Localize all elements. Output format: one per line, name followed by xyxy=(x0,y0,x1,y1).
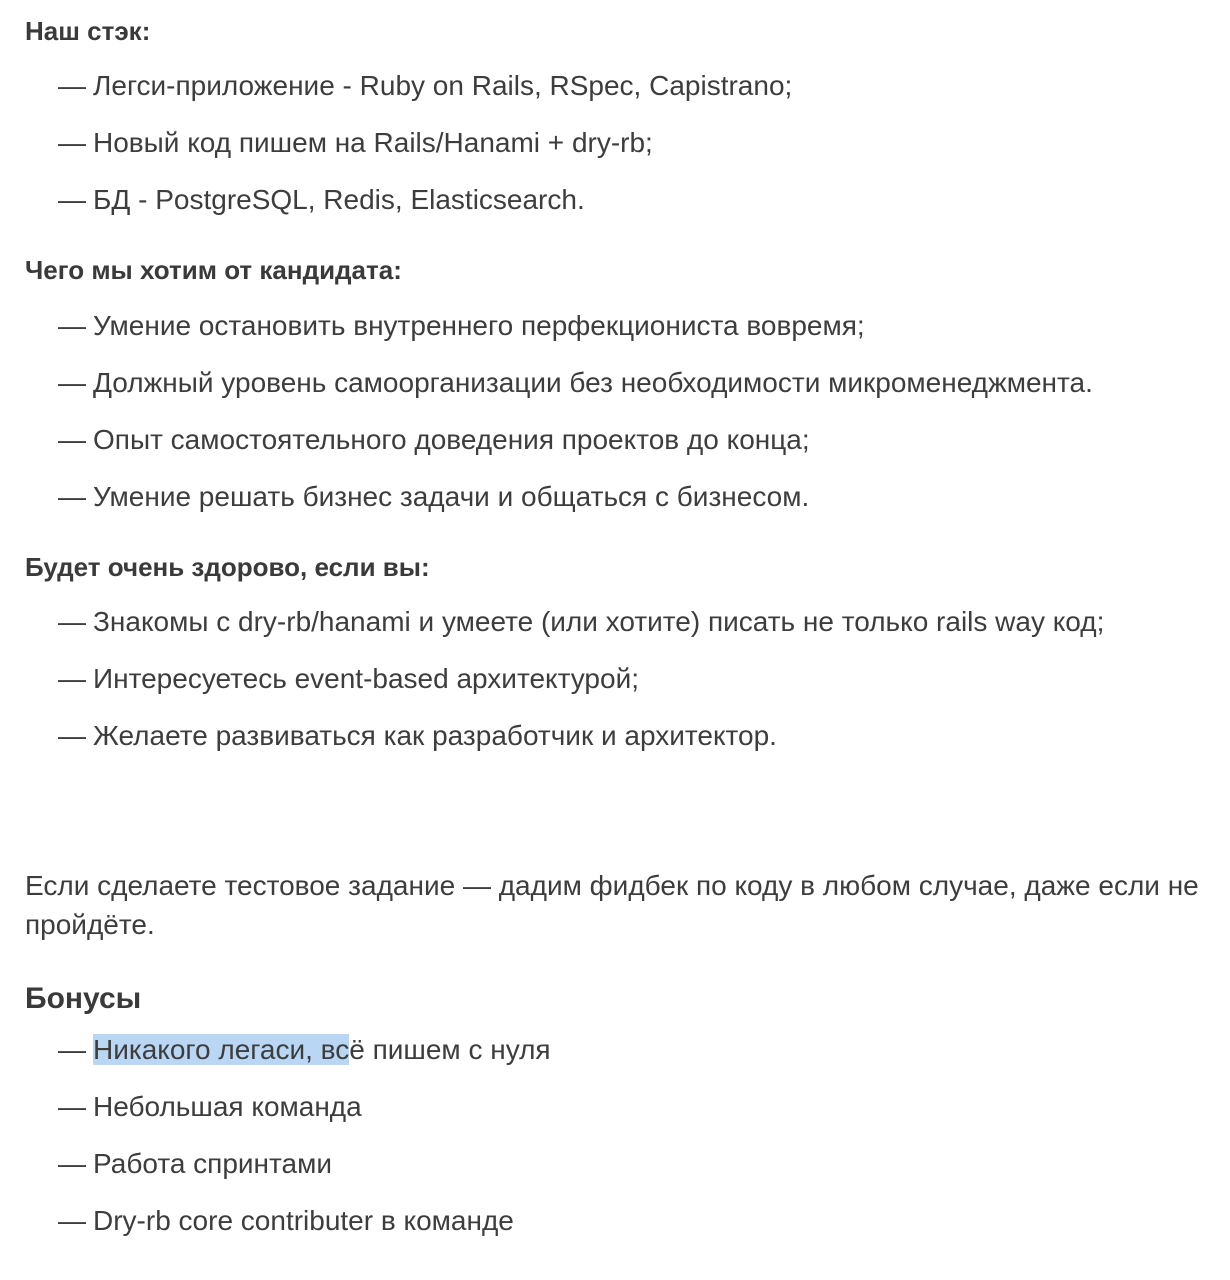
nice-to-have-item-text: Интересуетесь event-based архитектурой; xyxy=(93,663,639,694)
bullet-dash: — xyxy=(58,424,86,455)
bullet-dash: — xyxy=(58,1034,86,1065)
requirements-heading: Чего мы хотим от кандидата: xyxy=(25,255,402,285)
requirements-item-text: Должный уровень самоорганизации без необходимости микроменеджмента. xyxy=(93,367,1093,398)
nice-to-have-item xyxy=(58,604,1104,640)
nice-to-have-item-text: Знакомы с dry-rb/hanami и умеете (или хотите) писать не только rails way код; xyxy=(93,606,1105,637)
requirements-item xyxy=(58,422,810,458)
bonuses-item-text: Небольшая команда xyxy=(93,1091,362,1122)
bullet-dash: — xyxy=(58,184,86,215)
requirements-item-text: Опыт самостоятельного доведения проектов до конца; xyxy=(93,424,810,455)
bonuses-item xyxy=(58,1089,362,1125)
nice-to-have-heading: Будет очень здорово, если вы: xyxy=(25,552,430,582)
nice-to-have-item xyxy=(58,661,639,697)
bonuses-heading: Бонусы xyxy=(25,982,142,1015)
requirements-item-text: Умение решать бизнес задачи и общаться с бизнесом. xyxy=(93,481,810,512)
bonuses-item-text: Dry-rb core contributer в команде xyxy=(93,1205,514,1236)
nice-to-have-item-text: Желаете развиваться как разработчик и архитектор. xyxy=(93,720,777,751)
bullet-dash: — xyxy=(58,127,86,158)
stack-item xyxy=(58,182,585,218)
requirements-item xyxy=(58,479,809,515)
requirements-item xyxy=(58,365,1093,401)
bullet-dash: — xyxy=(58,606,86,637)
bonuses-item-text: Работа спринтами xyxy=(93,1148,332,1179)
bullet-dash: — xyxy=(58,481,86,512)
stack-item-text: БД - PostgreSQL, Redis, Elasticsearch. xyxy=(93,184,585,215)
bullet-dash: — xyxy=(58,70,86,101)
bullet-dash: — xyxy=(58,1091,86,1122)
test-task-note: Если сделаете тестовое задание — дадим фидбек по коду в любом случае, даже если не пройдёте. xyxy=(25,870,1199,940)
nice-to-have-item xyxy=(58,718,777,754)
bonuses-item xyxy=(58,1146,332,1182)
bonuses-item xyxy=(58,1203,514,1239)
requirements-item xyxy=(58,308,865,344)
bonuses-item xyxy=(58,1032,551,1068)
bullet-dash: — xyxy=(58,1148,86,1179)
requirements-item-text: Умение остановить внутреннего перфекциониста вовремя; xyxy=(93,310,865,341)
bullet-dash: — xyxy=(58,1205,86,1236)
bullet-dash: — xyxy=(58,310,86,341)
bullet-dash: — xyxy=(58,663,86,694)
stack-item-text: Новый код пишем на Rails/Hanami + dry-rb; xyxy=(93,127,653,158)
bullet-dash: — xyxy=(58,720,86,751)
stack-item xyxy=(58,68,792,104)
stack-heading: Наш стэк: xyxy=(25,16,151,46)
stack-item xyxy=(58,125,653,161)
bullet-dash: — xyxy=(58,367,86,398)
selected-text[interactable]: Никакого легаси, вс xyxy=(93,1034,350,1065)
bonuses-item-text: ё пишем с нуля xyxy=(349,1034,551,1065)
stack-item-text: Легси-приложение - Ruby on Rails, RSpec, Capistrano; xyxy=(93,70,793,101)
